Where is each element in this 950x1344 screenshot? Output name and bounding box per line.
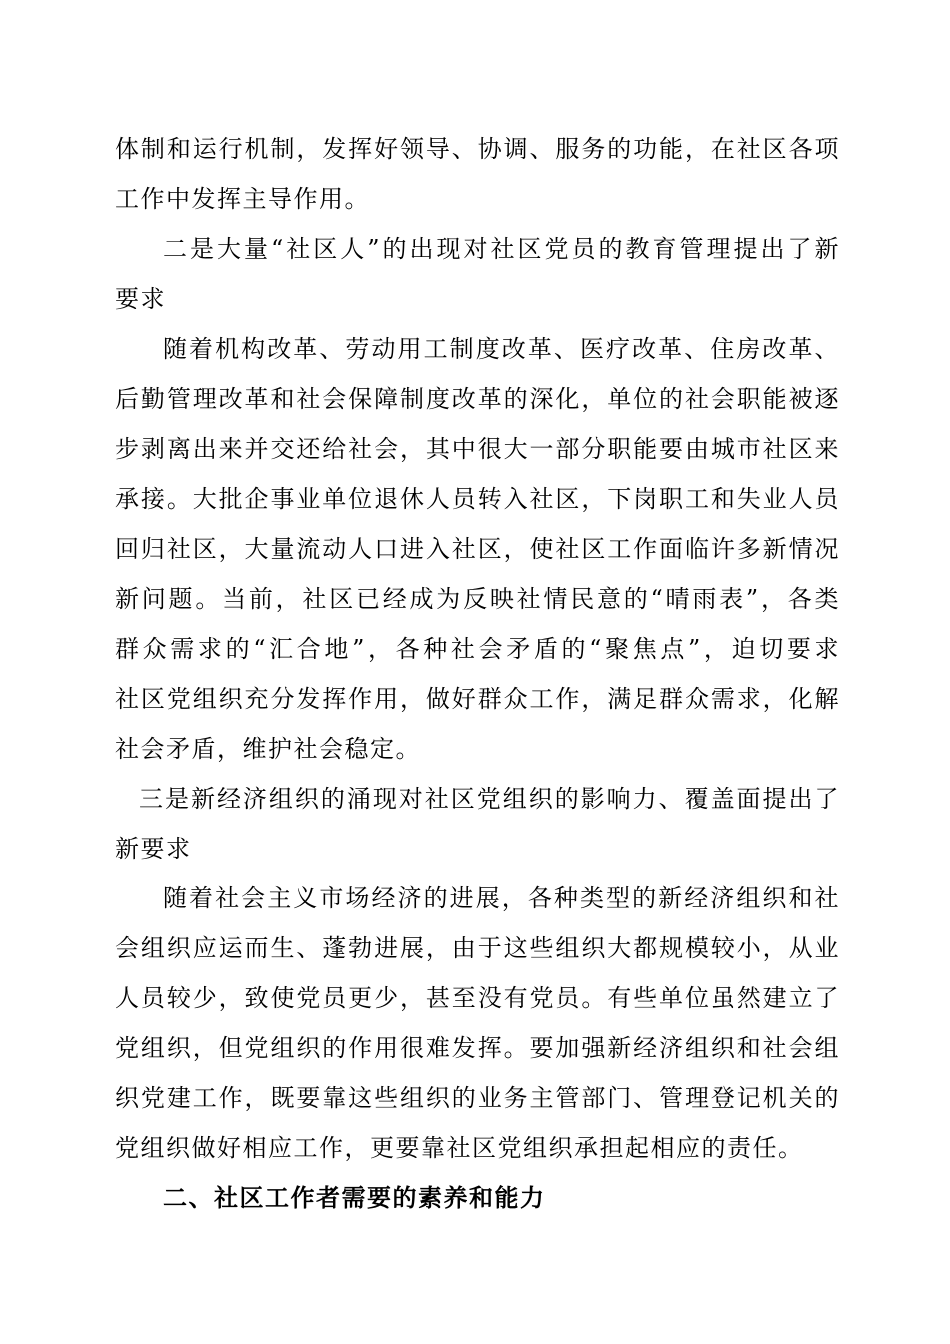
text-line-15: 党组织，但党组织的作用很难发挥。要加强新经济组织和社会组 bbox=[115, 1034, 840, 1062]
section-heading: 二、社区工作者需要的素养和能力 bbox=[163, 1184, 546, 1212]
text-line-8: 新问题。当前，社区已经成为反映社情民意的“晴雨表”，各类 bbox=[115, 585, 840, 613]
text-line-3: 随着机构改革、劳动用工制度改革、医疗改革、住房改革、 bbox=[163, 335, 840, 363]
text-line-13: 会组织应运而生、蓬勃进展，由于这些组织大都规模较小，从业 bbox=[115, 934, 840, 962]
text-line-7: 回归社区，大量流动人口进入社区，使社区工作面临许多新情况 bbox=[115, 535, 840, 563]
text-line-2: 工作中发挥主导作用。 bbox=[115, 185, 370, 213]
text-line-11: 社会矛盾，维护社会稳定。 bbox=[115, 735, 421, 763]
subheading-line-2: 要求 bbox=[115, 285, 166, 313]
text-line-1: 体制和运行机制，发挥好领导、协调、服务的功能，在社区各项 bbox=[115, 135, 840, 163]
text-line-6: 承接。大批企事业单位退休人员转入社区，下岗职工和失业人员 bbox=[115, 485, 840, 513]
text-line-12: 随着社会主义市场经济的进展，各种类型的新经济组织和社 bbox=[163, 884, 840, 912]
text-line-14: 人员较少，致使党员更少，甚至没有党员。有些单位虽然建立了 bbox=[115, 984, 840, 1012]
subheading-line-4: 新要求 bbox=[115, 835, 192, 863]
subheading-line-3: 三是新经济组织的涌现对社区党组织的影响力、覆盖面提出了 bbox=[139, 785, 840, 813]
text-line-10: 社区党组织充分发挥作用，做好群众工作，满足群众需求，化解 bbox=[115, 685, 840, 713]
text-line-17: 党组织做好相应工作，更要靠社区党组织承担起相应的责任。 bbox=[115, 1134, 804, 1162]
text-line-9: 群众需求的“汇合地”，各种社会矛盾的“聚焦点”，迫切要求 bbox=[115, 635, 840, 663]
text-line-5: 步剥离出来并交还给社会，其中很大一部分职能要由城市社区来 bbox=[115, 435, 840, 463]
subheading-line-1: 二是大量“社区人”的出现对社区党员的教育管理提出了新 bbox=[163, 235, 840, 263]
text-line-16: 织党建工作，既要靠这些组织的业务主管部门、管理登记机关的 bbox=[115, 1084, 840, 1112]
text-line-4: 后勤管理改革和社会保障制度改革的深化，单位的社会职能被逐 bbox=[115, 385, 840, 413]
